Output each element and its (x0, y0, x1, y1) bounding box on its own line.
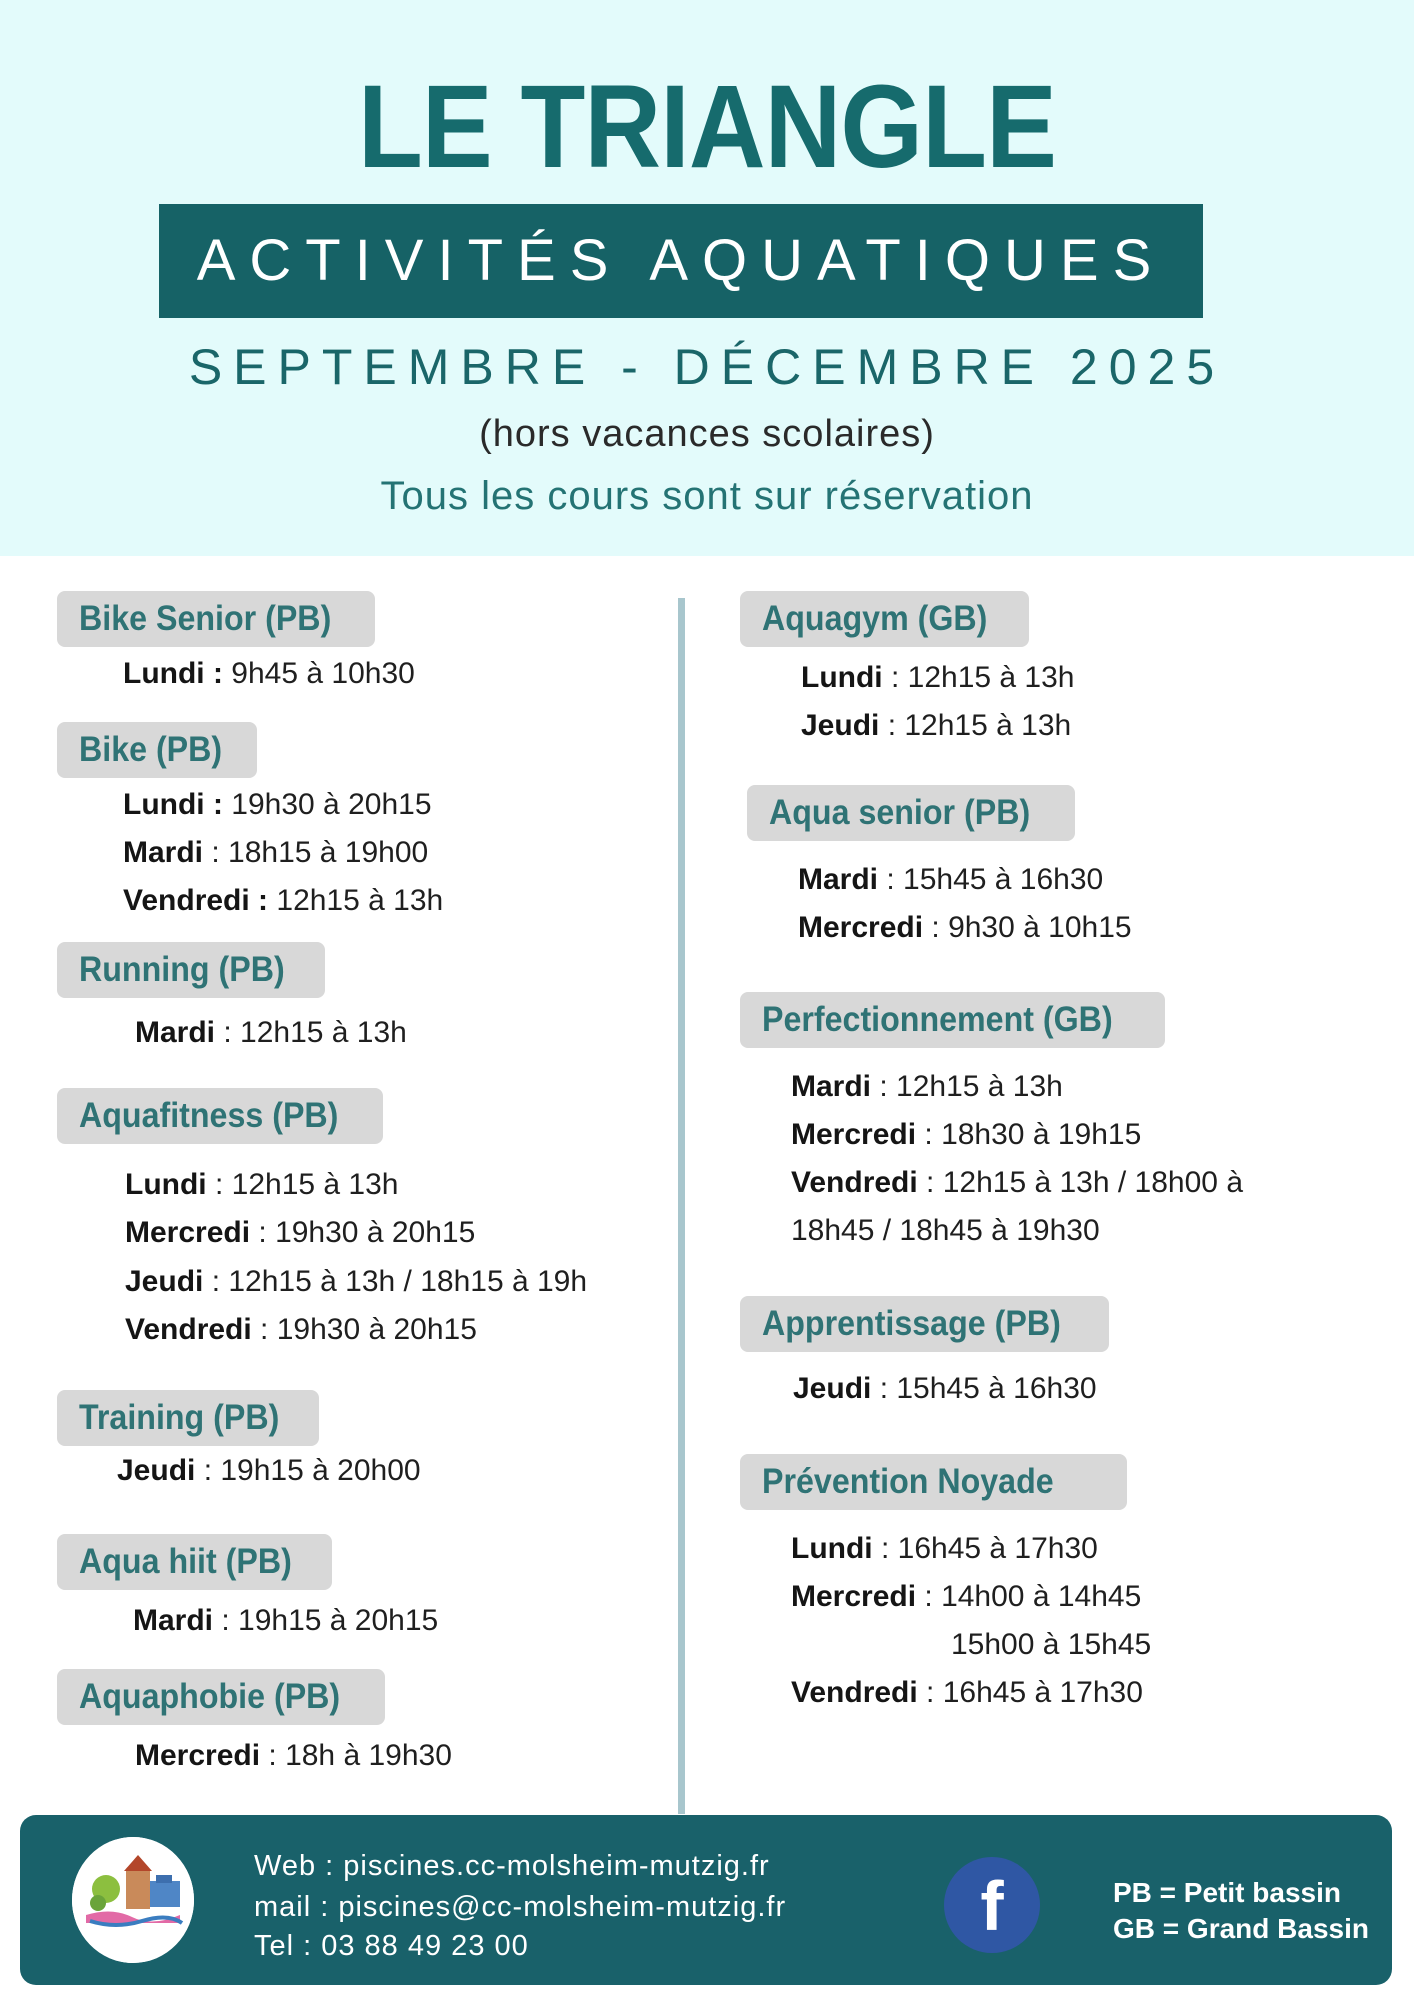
legend-gb: GB = Grand Bassin (1113, 1913, 1369, 1944)
mail-link[interactable]: mail : piscines@cc-molsheim-mutzig.fr (254, 1891, 787, 1923)
activity-training (57, 1390, 421, 1506)
schedule-row: Mardi : 15h45 à 16h30 (798, 863, 1104, 896)
activity-title: Aquafitness (PB) (57, 1088, 383, 1144)
activity-title: Training (PB) (57, 1390, 319, 1446)
web-link[interactable]: Web : piscines.cc-molsheim-mutzig.fr (254, 1850, 770, 1882)
activity-title: Bike Senior (PB) (57, 591, 375, 647)
logo-illustration (72, 1837, 194, 1963)
activity-title: Aqua hiit (PB) (57, 1534, 332, 1590)
schedule-row: Lundi : 9h45 à 10h30 (123, 657, 415, 690)
schedule-row: Lundi : 12h15 à 13h (125, 1168, 399, 1201)
schedule-row: Mardi : 19h15 à 20h15 (133, 1604, 439, 1637)
activity-title: Prévention Noyade (740, 1454, 1127, 1510)
schedule-row: Vendredi : 19h30 à 20h15 (125, 1313, 477, 1346)
facebook-icon[interactable]: f (944, 1857, 1040, 1953)
schedule-row: Jeudi : 12h15 à 13h (801, 709, 1072, 742)
community-logo (72, 1837, 194, 1963)
activity-aquafitness (57, 1088, 588, 1346)
activity-running (57, 942, 407, 1058)
legend-pb: PB = Petit bassin (1113, 1877, 1341, 1908)
schedule-row: Vendredi : 12h15 à 13h / 18h00 à (791, 1166, 1244, 1199)
footer (20, 1815, 1392, 1985)
activity-title: Aquaphobie (PB) (57, 1669, 385, 1725)
activity-aquaphobie (57, 1669, 452, 1785)
schedule-row: 15h00 à 15h45 (951, 1628, 1152, 1661)
activity-title: Perfectionnement (GB) (740, 992, 1165, 1048)
reservation-note: Tous les cours sont sur réservation (380, 474, 1034, 518)
activity-bike-senior (57, 591, 415, 707)
activity-title: Aquagym (GB) (740, 591, 1029, 647)
schedule-row: Mardi : 12h15 à 13h (135, 1016, 407, 1049)
activity-apprentissage (740, 1296, 1109, 1412)
schedule-row: Mardi : 18h15 à 19h00 (123, 836, 429, 869)
activity-bike (57, 722, 444, 928)
schedule-row: Vendredi : 12h15 à 13h (123, 884, 444, 917)
schedule-row: Mercredi : 19h30 à 20h15 (125, 1216, 476, 1249)
phone-number: Tel : 03 88 49 23 00 (254, 1930, 529, 1962)
schedule-row: Jeudi : 12h15 à 13h / 18h15 à 19h (125, 1265, 588, 1298)
activity-aqua-senior (747, 785, 1132, 944)
schedule-row: Lundi : 16h45 à 17h30 (791, 1532, 1098, 1565)
activity-aqua-hiit (57, 1534, 439, 1650)
activity-title: Bike (PB) (57, 722, 257, 778)
holidays-note: (hors vacances scolaires) (479, 413, 935, 455)
subtitle-banner (159, 204, 1203, 318)
schedule-row: Mardi : 12h15 à 13h (791, 1070, 1063, 1103)
activity-title: Running (PB) (57, 942, 325, 998)
activity-aquagym (740, 591, 1075, 747)
schedule-row: Jeudi : 19h15 à 20h00 (117, 1454, 421, 1487)
subtitle: ACTIVITÉS AQUATIQUES (196, 228, 1166, 293)
schedule-row: Lundi : 12h15 à 13h (801, 661, 1075, 694)
header (0, 0, 1414, 556)
schedule-row: Mercredi : 9h30 à 10h15 (798, 911, 1132, 944)
period: SEPTEMBRE - DÉCEMBRE 2025 (188, 339, 1226, 395)
schedule-row: Lundi : 19h30 à 20h15 (123, 788, 432, 821)
column-divider (678, 598, 685, 1814)
activity-title: Aqua senior (PB) (747, 785, 1075, 841)
schedule-row: 18h45 / 18h45 à 19h30 (791, 1214, 1100, 1247)
activity-title: Apprentissage (PB) (740, 1296, 1109, 1352)
schedule-row: Mercredi : 18h30 à 19h15 (791, 1118, 1142, 1151)
activity-perfectionnement (740, 992, 1244, 1248)
schedule-row: Mercredi : 14h00 à 14h45 (791, 1580, 1142, 1613)
schedule-row: Jeudi : 15h45 à 16h30 (793, 1372, 1097, 1405)
schedule-row: Mercredi : 18h à 19h30 (135, 1739, 452, 1772)
schedule-row: Vendredi : 16h45 à 17h30 (791, 1676, 1143, 1709)
activity-prevention-noyade (740, 1454, 1152, 1710)
page-title: LE TRIANGLE (357, 61, 1057, 193)
